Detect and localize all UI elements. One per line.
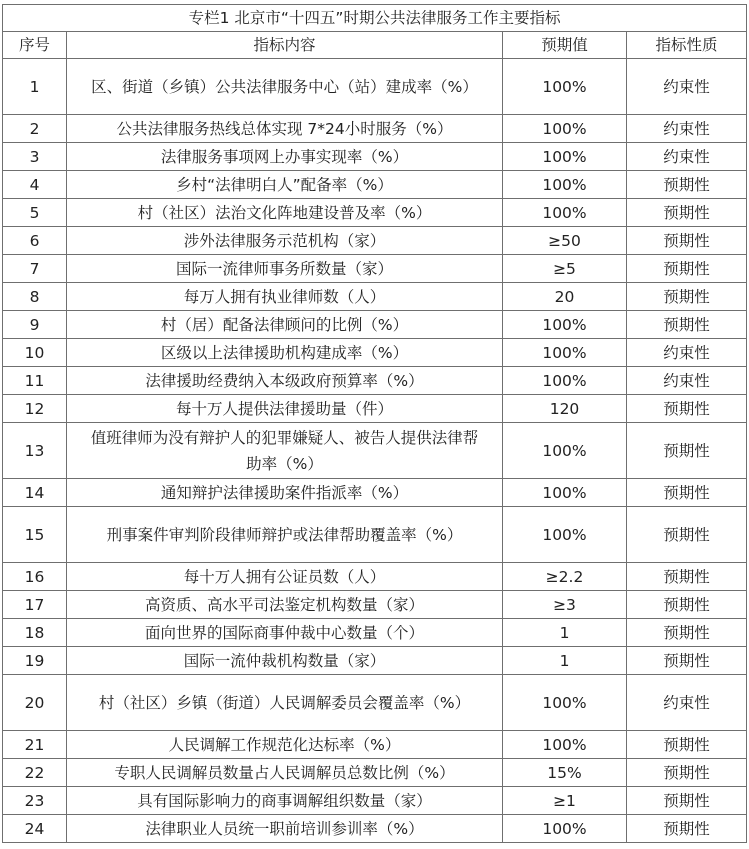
row-content: 面向世界的国际商事仲裁中心数量（个） bbox=[67, 619, 503, 647]
row-index: 15 bbox=[3, 507, 67, 563]
header-expected: 预期值 bbox=[503, 32, 627, 59]
row-nature: 预期性 bbox=[627, 311, 747, 339]
row-expected-value: 100% bbox=[503, 339, 627, 367]
row-nature: 预期性 bbox=[627, 479, 747, 507]
row-expected-value: 100% bbox=[503, 59, 627, 115]
row-index: 3 bbox=[3, 143, 67, 171]
row-expected-value: ≥1 bbox=[503, 787, 627, 815]
row-expected-value: 100% bbox=[503, 311, 627, 339]
row-nature: 预期性 bbox=[627, 591, 747, 619]
table-row bbox=[3, 591, 747, 619]
table-row bbox=[3, 255, 747, 283]
row-index: 13 bbox=[3, 423, 67, 479]
row-expected-value: 100% bbox=[503, 367, 627, 395]
row-index: 16 bbox=[3, 563, 67, 591]
table-row bbox=[3, 507, 747, 563]
row-index: 19 bbox=[3, 647, 67, 675]
indicator-table-container bbox=[2, 4, 746, 843]
table-row bbox=[3, 675, 747, 731]
row-content: 国际一流律师事务所数量（家） bbox=[67, 255, 503, 283]
table-row bbox=[3, 787, 747, 815]
row-content: 法律援助经费纳入本级政府预算率（%） bbox=[67, 367, 503, 395]
row-expected-value: 120 bbox=[503, 395, 627, 423]
row-index: 9 bbox=[3, 311, 67, 339]
row-content: 村（居）配备法律顾问的比例（%） bbox=[67, 311, 503, 339]
row-nature: 预期性 bbox=[627, 227, 747, 255]
table-row bbox=[3, 647, 747, 675]
table-row bbox=[3, 143, 747, 171]
row-expected-value: ≥3 bbox=[503, 591, 627, 619]
row-nature: 约束性 bbox=[627, 675, 747, 731]
row-content: 法律服务事项网上办事实现率（%） bbox=[67, 143, 503, 171]
row-nature: 预期性 bbox=[627, 171, 747, 199]
table-row bbox=[3, 479, 747, 507]
row-nature: 约束性 bbox=[627, 367, 747, 395]
row-content: 法律职业人员统一职前培训参训率（%） bbox=[67, 815, 503, 843]
table-row bbox=[3, 199, 747, 227]
row-content: 人民调解工作规范化达标率（%） bbox=[67, 731, 503, 759]
row-content: 刑事案件审判阶段律师辩护或法律帮助覆盖率（%） bbox=[67, 507, 503, 563]
row-index: 5 bbox=[3, 199, 67, 227]
row-content: 每万人拥有执业律师数（人） bbox=[67, 283, 503, 311]
table-title-row bbox=[3, 5, 747, 32]
row-expected-value: 100% bbox=[503, 731, 627, 759]
row-expected-value: ≥5 bbox=[503, 255, 627, 283]
row-index: 20 bbox=[3, 675, 67, 731]
row-index: 4 bbox=[3, 171, 67, 199]
row-content: 通知辩护法律援助案件指派率（%） bbox=[67, 479, 503, 507]
row-nature: 约束性 bbox=[627, 59, 747, 115]
row-index: 11 bbox=[3, 367, 67, 395]
table-row bbox=[3, 731, 747, 759]
table-row bbox=[3, 563, 747, 591]
row-nature: 预期性 bbox=[627, 423, 747, 479]
row-content: 高资质、高水平司法鉴定机构数量（家） bbox=[67, 591, 503, 619]
row-index: 6 bbox=[3, 227, 67, 255]
row-index: 2 bbox=[3, 115, 67, 143]
row-index: 18 bbox=[3, 619, 67, 647]
row-expected-value: ≥50 bbox=[503, 227, 627, 255]
row-content: 村（社区）法治文化阵地建设普及率（%） bbox=[67, 199, 503, 227]
row-index: 7 bbox=[3, 255, 67, 283]
row-expected-value: 15% bbox=[503, 759, 627, 787]
row-nature: 预期性 bbox=[627, 759, 747, 787]
row-nature: 预期性 bbox=[627, 255, 747, 283]
row-expected-value: 1 bbox=[503, 619, 627, 647]
header-index: 序号 bbox=[3, 32, 67, 59]
row-index: 22 bbox=[3, 759, 67, 787]
row-index: 17 bbox=[3, 591, 67, 619]
row-nature: 预期性 bbox=[627, 787, 747, 815]
row-expected-value: 100% bbox=[503, 479, 627, 507]
row-expected-value: 100% bbox=[503, 171, 627, 199]
table-title: 专栏1 北京市“十四五”时期公共法律服务工作主要指标 bbox=[3, 5, 747, 32]
row-nature: 预期性 bbox=[627, 815, 747, 843]
row-expected-value: 100% bbox=[503, 115, 627, 143]
row-content: 国际一流仲裁机构数量（家） bbox=[67, 647, 503, 675]
row-expected-value: 100% bbox=[503, 199, 627, 227]
row-index: 23 bbox=[3, 787, 67, 815]
row-content: 具有国际影响力的商事调解组织数量（家） bbox=[67, 787, 503, 815]
row-expected-value: 100% bbox=[503, 507, 627, 563]
row-content: 涉外法律服务示范机构（家） bbox=[67, 227, 503, 255]
row-index: 12 bbox=[3, 395, 67, 423]
row-expected-value: ≥2.2 bbox=[503, 563, 627, 591]
row-nature: 约束性 bbox=[627, 115, 747, 143]
row-index: 10 bbox=[3, 339, 67, 367]
table-row bbox=[3, 423, 747, 479]
row-content: 区、街道（乡镇）公共法律服务中心（站）建成率（%） bbox=[67, 59, 503, 115]
table-row bbox=[3, 339, 747, 367]
header-nature: 指标性质 bbox=[627, 32, 747, 59]
row-expected-value: 100% bbox=[503, 675, 627, 731]
row-nature: 预期性 bbox=[627, 563, 747, 591]
row-expected-value: 20 bbox=[503, 283, 627, 311]
table-row bbox=[3, 367, 747, 395]
row-index: 14 bbox=[3, 479, 67, 507]
row-expected-value: 100% bbox=[503, 815, 627, 843]
row-nature: 预期性 bbox=[627, 199, 747, 227]
row-content: 每十万人拥有公证员数（人） bbox=[67, 563, 503, 591]
row-expected-value: 100% bbox=[503, 423, 627, 479]
row-nature: 预期性 bbox=[627, 619, 747, 647]
row-content: 公共法律服务热线总体实现 7*24小时服务（%） bbox=[67, 115, 503, 143]
table-row bbox=[3, 311, 747, 339]
row-content: 区级以上法律援助机构建成率（%） bbox=[67, 339, 503, 367]
row-nature: 约束性 bbox=[627, 143, 747, 171]
table-row bbox=[3, 759, 747, 787]
row-nature: 预期性 bbox=[627, 283, 747, 311]
row-nature: 约束性 bbox=[627, 339, 747, 367]
row-index: 8 bbox=[3, 283, 67, 311]
table-header-row bbox=[3, 32, 747, 59]
row-index: 21 bbox=[3, 731, 67, 759]
table-row bbox=[3, 283, 747, 311]
row-nature: 预期性 bbox=[627, 647, 747, 675]
row-content: 专职人民调解员数量占人民调解员总数比例（%） bbox=[67, 759, 503, 787]
table-row bbox=[3, 395, 747, 423]
table-row bbox=[3, 59, 747, 115]
row-content: 每十万人提供法律援助量（件） bbox=[67, 395, 503, 423]
row-expected-value: 1 bbox=[503, 647, 627, 675]
row-expected-value: 100% bbox=[503, 143, 627, 171]
row-content: 乡村“法律明白人”配备率（%） bbox=[67, 171, 503, 199]
indicator-table bbox=[2, 4, 747, 843]
row-index: 1 bbox=[3, 59, 67, 115]
table-row bbox=[3, 115, 747, 143]
table-row bbox=[3, 171, 747, 199]
row-nature: 预期性 bbox=[627, 731, 747, 759]
header-content: 指标内容 bbox=[67, 32, 503, 59]
row-nature: 预期性 bbox=[627, 507, 747, 563]
table-row bbox=[3, 815, 747, 843]
row-content: 村（社区）乡镇（街道）人民调解委员会覆盖率（%） bbox=[67, 675, 503, 731]
table-row bbox=[3, 619, 747, 647]
row-content: 值班律师为没有辩护人的犯罪嫌疑人、被告人提供法律帮助率（%） bbox=[67, 423, 503, 479]
row-nature: 预期性 bbox=[627, 395, 747, 423]
table-row bbox=[3, 227, 747, 255]
row-index: 24 bbox=[3, 815, 67, 843]
